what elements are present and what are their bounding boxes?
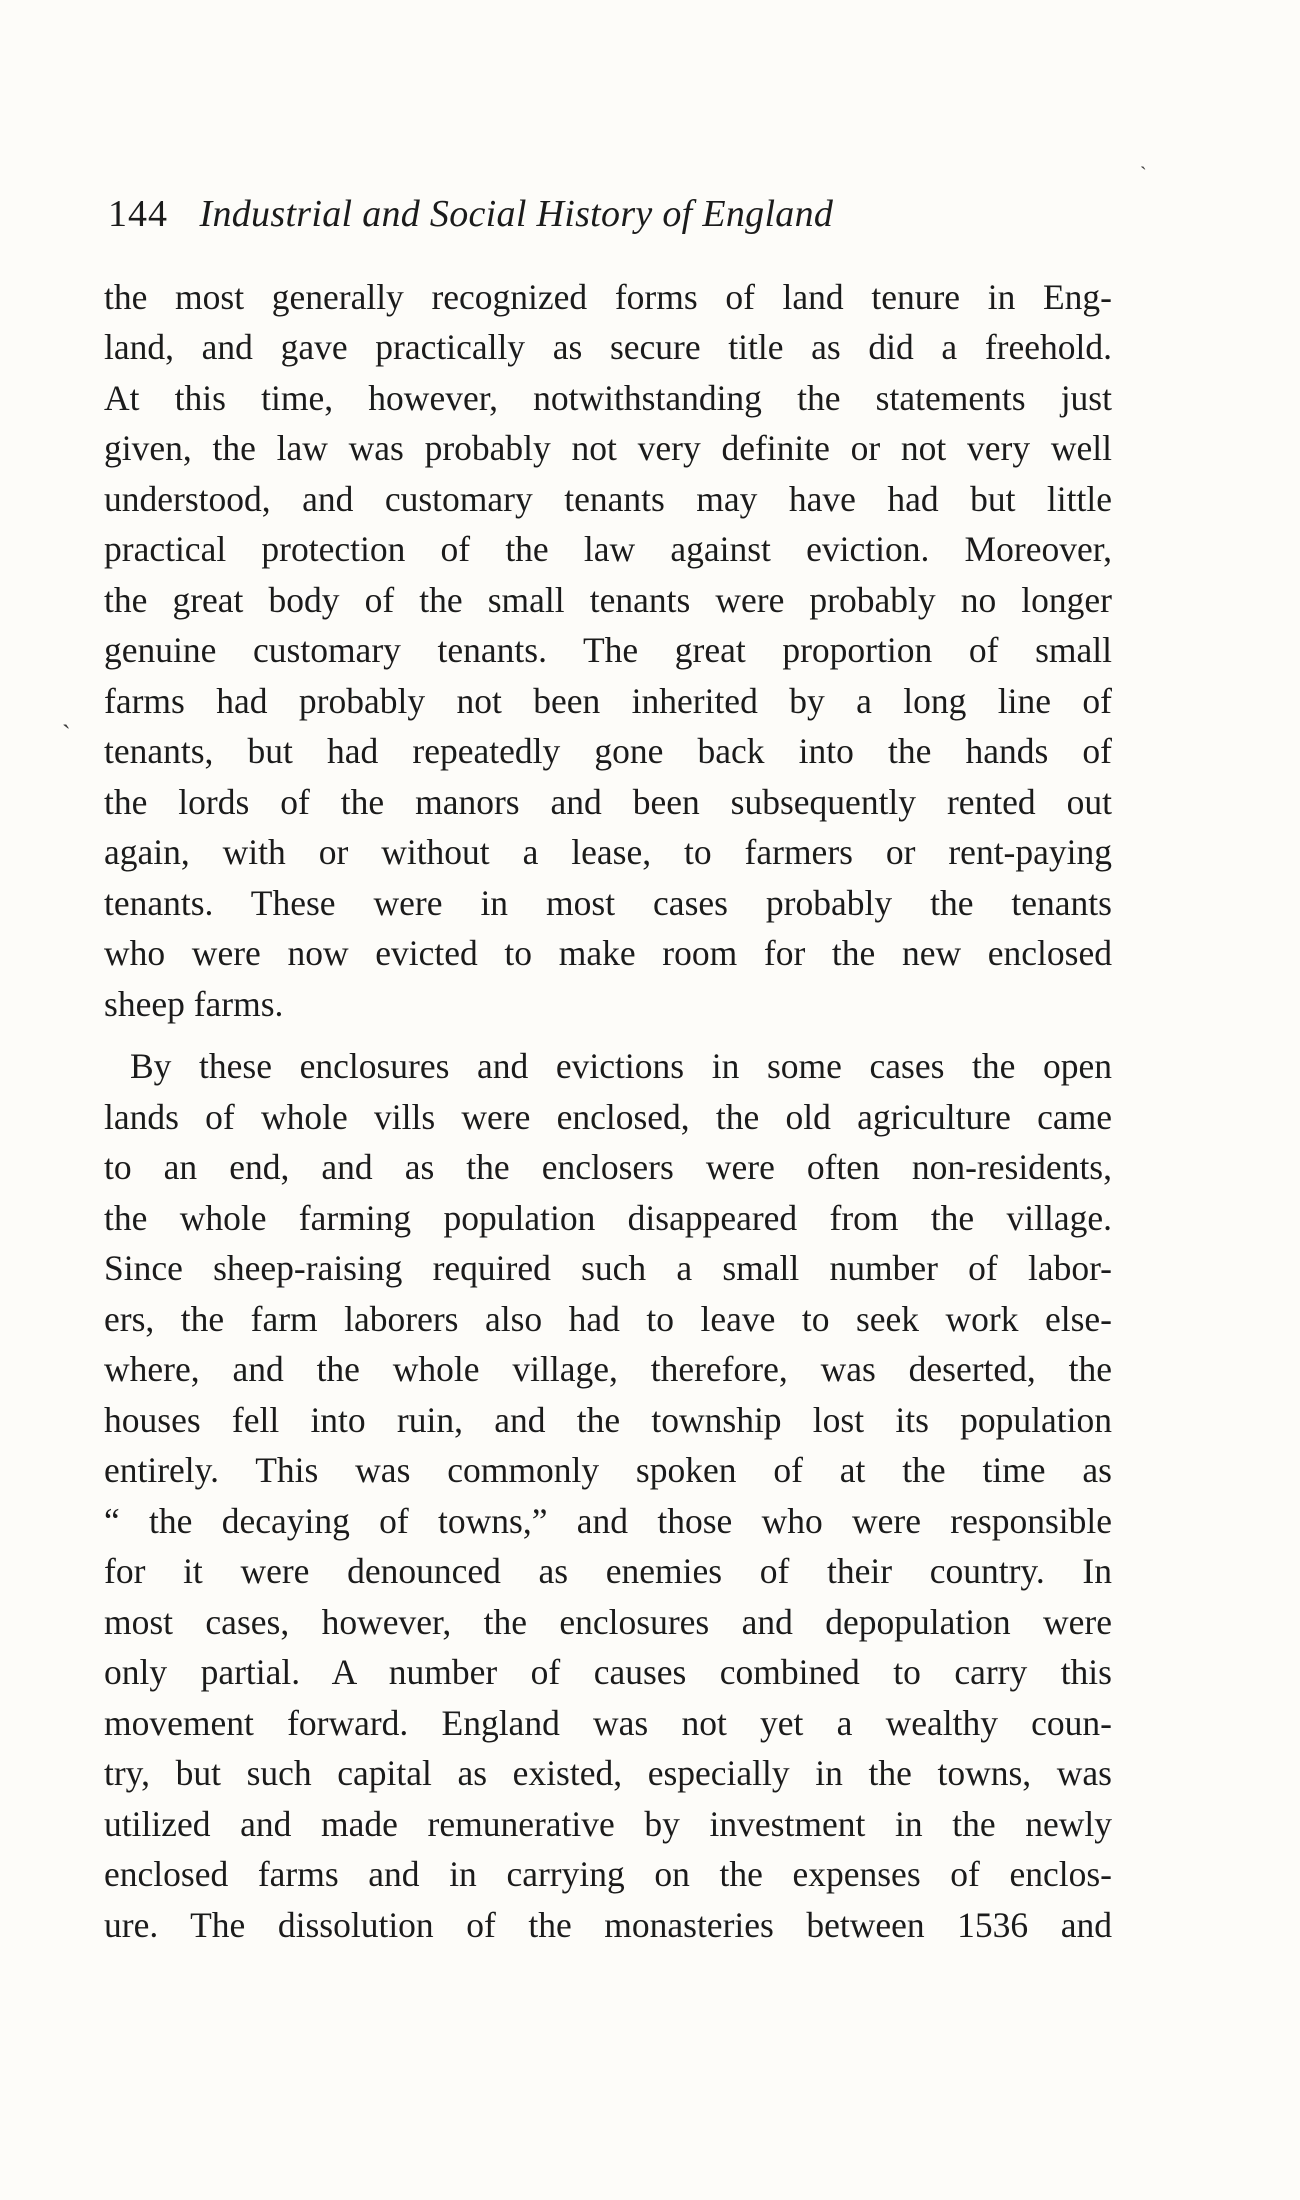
text-line: “ the decaying of towns,” and those who were responsible <box>104 1501 1112 1541</box>
text-line: utilized and made remunerative by investment in the newly <box>104 1804 1112 1844</box>
page-header <box>108 188 1108 240</box>
text-line: most cases, however, the enclosures and depopulation were <box>104 1602 1112 1642</box>
text-line: Since sheep-raising required such a small number of labor- <box>104 1248 1112 1288</box>
text-line: only partial. A number of causes combined to carry this <box>104 1652 1112 1692</box>
text-line: At this time, however, notwithstanding the statements just <box>104 378 1112 418</box>
text-line: movement forward. England was not yet a wealthy coun- <box>104 1703 1112 1743</box>
text-line: who were now evicted to make room for the new enclosed <box>104 933 1112 973</box>
text-line: practical protection of the law against eviction. Moreover, <box>104 529 1112 569</box>
text-line: By these enclosures and evictions in some cases the open <box>130 1046 1112 1086</box>
text-line: ure. The dissolution of the monasteries between 1536 and <box>104 1905 1112 1945</box>
text-line: genuine customary tenants. The great proportion of small <box>104 630 1112 670</box>
text-line: where, and the whole village, therefore, was deserted, the <box>104 1349 1112 1389</box>
text-line: houses fell into ruin, and the township lost its population <box>104 1400 1112 1440</box>
text-line: for it were denounced as enemies of their country. In <box>104 1551 1112 1591</box>
text-line: again, with or without a lease, to farmers or rent-paying <box>104 832 1112 872</box>
margin-tick-mark: ˏ <box>1140 148 1147 170</box>
text-line: the lords of the manors and been subsequently rented out <box>104 782 1112 822</box>
text-line: the most generally recognized forms of land tenure in Eng- <box>104 277 1112 317</box>
text-line: farms had probably not been inherited by a long line of <box>104 681 1112 721</box>
text-line: understood, and customary tenants may have had but little <box>104 479 1112 519</box>
text-line: land, and gave practically as secure title as did a freehold. <box>104 327 1112 367</box>
text-line: given, the law was probably not very definite or not very well <box>104 428 1112 468</box>
text-line: lands of whole vills were enclosed, the old agriculture came <box>104 1097 1112 1137</box>
text-line: the whole farming population disappeared from the village. <box>104 1198 1112 1238</box>
text-line: to an end, and as the enclosers were often non-residents, <box>104 1147 1112 1187</box>
margin-tick-mark: ˏ <box>62 700 71 729</box>
text-line: entirely. This was commonly spoken of at the time as <box>104 1450 1112 1490</box>
text-line: sheep farms. <box>104 984 284 1024</box>
text-line: ers, the farm laborers also had to leave to seek work else- <box>104 1299 1112 1339</box>
text-line: try, but such capital as existed, especially in the towns, was <box>104 1753 1112 1793</box>
text-line: tenants. These were in most cases probably the tenants <box>104 883 1112 923</box>
text-line: enclosed farms and in carrying on the expenses of enclos- <box>104 1854 1112 1894</box>
page-number: 144 <box>108 193 168 235</box>
text-line: tenants, but had repeatedly gone back into the hands of <box>104 731 1112 771</box>
running-title: Industrial and Social History of England <box>199 193 834 235</box>
text-line: the great body of the small tenants were probably no longer <box>104 580 1112 620</box>
